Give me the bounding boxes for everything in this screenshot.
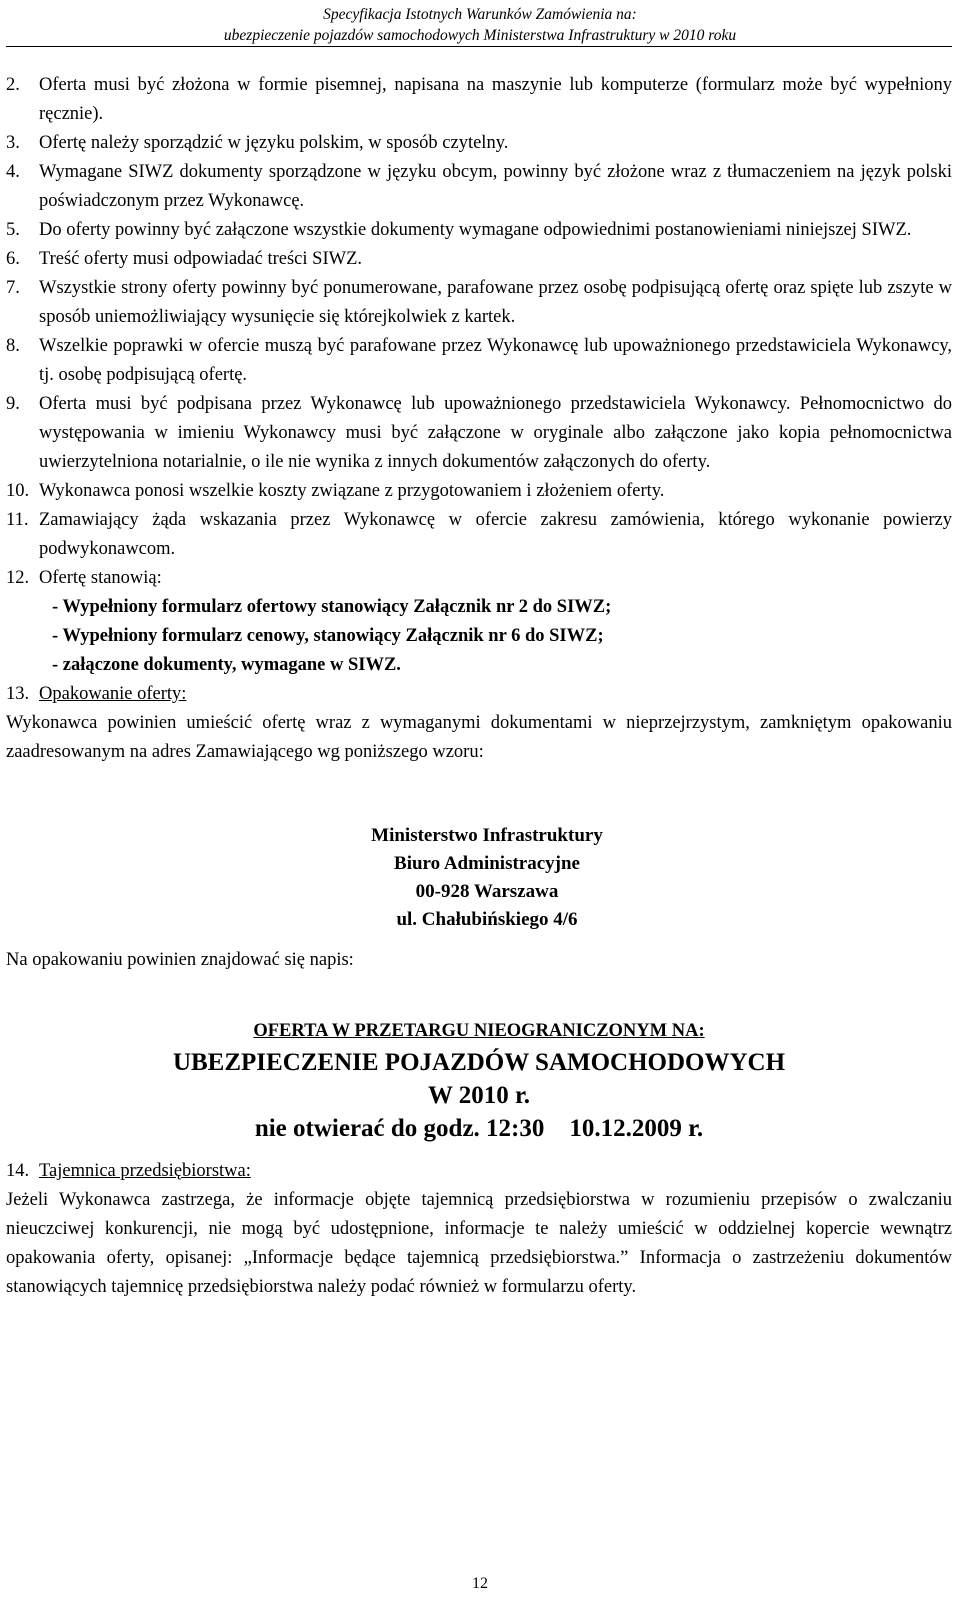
list-item bbox=[6, 129, 952, 158]
list-item bbox=[6, 71, 952, 129]
section-title: Opakowanie oferty: bbox=[39, 684, 187, 704]
list-item-12 bbox=[6, 564, 952, 593]
item-number: 5. bbox=[6, 220, 20, 240]
item-number: 10. bbox=[6, 481, 30, 501]
header-line-1: Specyfikacja Istotnych Warunków Zamówienia na: bbox=[323, 6, 637, 23]
label-caption: Na opakowaniu powinien znajdować się napis: bbox=[6, 950, 354, 970]
item-number: 2. bbox=[6, 75, 20, 95]
section-title: Tajemnica przedsiębiorstwa: bbox=[39, 1161, 251, 1181]
item-number: 3. bbox=[6, 133, 20, 153]
packaging-paragraph: Wykonawca powinien umieścić ofertę wraz z wymaganymi dokumentami w nieprzejrzystym, zamkniętym opakowaniu zaadresowanym na adres Zamawiającego wg poniższego wzoru: bbox=[6, 713, 952, 762]
offer-contents-entry: - załączone dokumenty, wymagane w SIWZ. bbox=[52, 655, 401, 675]
address-line: ul. Chałubińskiego 4/6 bbox=[396, 909, 578, 930]
address-block bbox=[332, 822, 642, 934]
item-number: 11. bbox=[6, 510, 29, 530]
item-number: 14. bbox=[6, 1161, 30, 1181]
list-item bbox=[6, 390, 952, 477]
address-line: Ministerstwo Infrastruktury bbox=[371, 825, 603, 846]
item-text: Wszelkie poprawki w ofercie muszą być parafowane przez Wykonawcę lub upoważnionego przedstawiciela Wykonawcy, tj. osobę podpisującą ofertę. bbox=[39, 336, 952, 385]
item-text: Zamawiający żąda wskazania przez Wykonawcę w ofercie zakresu zamówienia, którego wykonanie powierzy podwykonawcom. bbox=[39, 510, 952, 559]
address-line: 00-928 Warszawa bbox=[415, 881, 559, 902]
page-header bbox=[0, 4, 960, 46]
offer-contents-entry: - Wypełniony formularz cenowy, stanowiący Załącznik nr 6 do SIWZ; bbox=[52, 626, 604, 646]
item-text: Ofertę należy sporządzić w języku polskim, w sposób czytelny. bbox=[39, 133, 509, 153]
item-number: 9. bbox=[6, 394, 20, 414]
item-text: Wymagane SIWZ dokumenty sporządzone w języku obcym, powinny być złożone wraz z tłumaczeniem na język polski poświadczonym przez Wykonawcę. bbox=[39, 162, 952, 211]
item-number: 4. bbox=[6, 162, 20, 182]
item-number: 8. bbox=[6, 336, 20, 356]
label-line-year: W 2010 r. bbox=[427, 1082, 531, 1109]
header-line-2: ubezpieczenie pojazdów samochodowych Ministerstwa Infrastruktury w 2010 roku bbox=[223, 27, 737, 44]
document-body bbox=[6, 71, 952, 1302]
list-item bbox=[6, 158, 952, 216]
page-number: 12 bbox=[472, 1575, 488, 1592]
offer-contents-list bbox=[6, 593, 952, 680]
item-text: Do oferty powinny być załączone wszystkie dokumenty wymagane odpowiednimi postanowieniami niniejszej SIWZ. bbox=[39, 220, 912, 240]
item-number: 13. bbox=[6, 684, 30, 704]
list-item bbox=[6, 506, 952, 564]
item-text: Oferta musi być podpisana przez Wykonawcę lub upoważnionego przedstawiciela Wykonawcy. Pełnomocnictwo do występowania w imieniu Wykonawcy musi być załączone w oryginale albo załączone jako kopia pełnomocnictwa uwierzytelniona notarialnie, o ile nie wynika z innych dokumentów załączonych do oferty. bbox=[39, 394, 952, 472]
label-line-deadline: nie otwierać do godz. 12:30 10.12.2009 r. bbox=[254, 1115, 704, 1142]
item-text: Wykonawca ponosi wszelkie koszty związane z przygotowaniem i złożeniem oferty. bbox=[39, 481, 665, 501]
address-line: Biuro Administracyjne bbox=[394, 853, 580, 874]
item-text: Oferta musi być złożona w formie pisemnej, napisana na maszynie lub komputerze (formularz może być wypełniony ręcznie). bbox=[39, 75, 952, 124]
item-text: Wszystkie strony oferty powinny być ponumerowane, parafowane przez osobę podpisującą ofertę oraz spięte lub zszyte w sposób uniemożliwiający wysunięcie się którejkolwiek z kartek. bbox=[39, 278, 952, 327]
list-item-14 bbox=[6, 1157, 952, 1186]
list-item bbox=[6, 274, 952, 332]
list-item bbox=[6, 245, 952, 274]
offer-contents-entry: - Wypełniony formularz ofertowy stanowiący Załącznik nr 2 do SIWZ; bbox=[52, 597, 612, 617]
package-label bbox=[6, 1017, 952, 1145]
item-number: 7. bbox=[6, 278, 20, 298]
item-number: 12. bbox=[6, 568, 30, 588]
header-divider bbox=[6, 46, 952, 47]
item-text: Treść oferty musi odpowiadać treści SIWZ. bbox=[39, 249, 362, 269]
item-number: 6. bbox=[6, 249, 20, 269]
label-line-heading: OFERTA W PRZETARGU NIEOGRANICZONYM NA: bbox=[253, 1021, 705, 1041]
list-item bbox=[6, 216, 952, 245]
item-text: Ofertę stanowią: bbox=[39, 568, 162, 588]
list-item bbox=[6, 332, 952, 390]
label-line-subject: UBEZPIECZENIE POJAZDÓW SAMOCHODOWYCH bbox=[172, 1049, 786, 1076]
list-item-13 bbox=[6, 680, 952, 709]
list-item bbox=[6, 477, 952, 506]
trade-secret-paragraph: Jeżeli Wykonawca zastrzega, że informacje objęte tajemnicą przedsiębiorstwa w rozumieniu przepisów o zwalczaniu nieuczciwej konkurencji, nie mogą być udostępnione, informacje te należy umieścić w oddzielnej kopercie wewnątrz opakowania oferty, opisanej: „Informacje będące tajemnicą przedsiębiorstwa.” Informacja o zastrzeżeniu dokumentów stanowiących tajemnicę przedsiębiorstwa należy podać również w formularzu oferty. bbox=[6, 1190, 952, 1297]
